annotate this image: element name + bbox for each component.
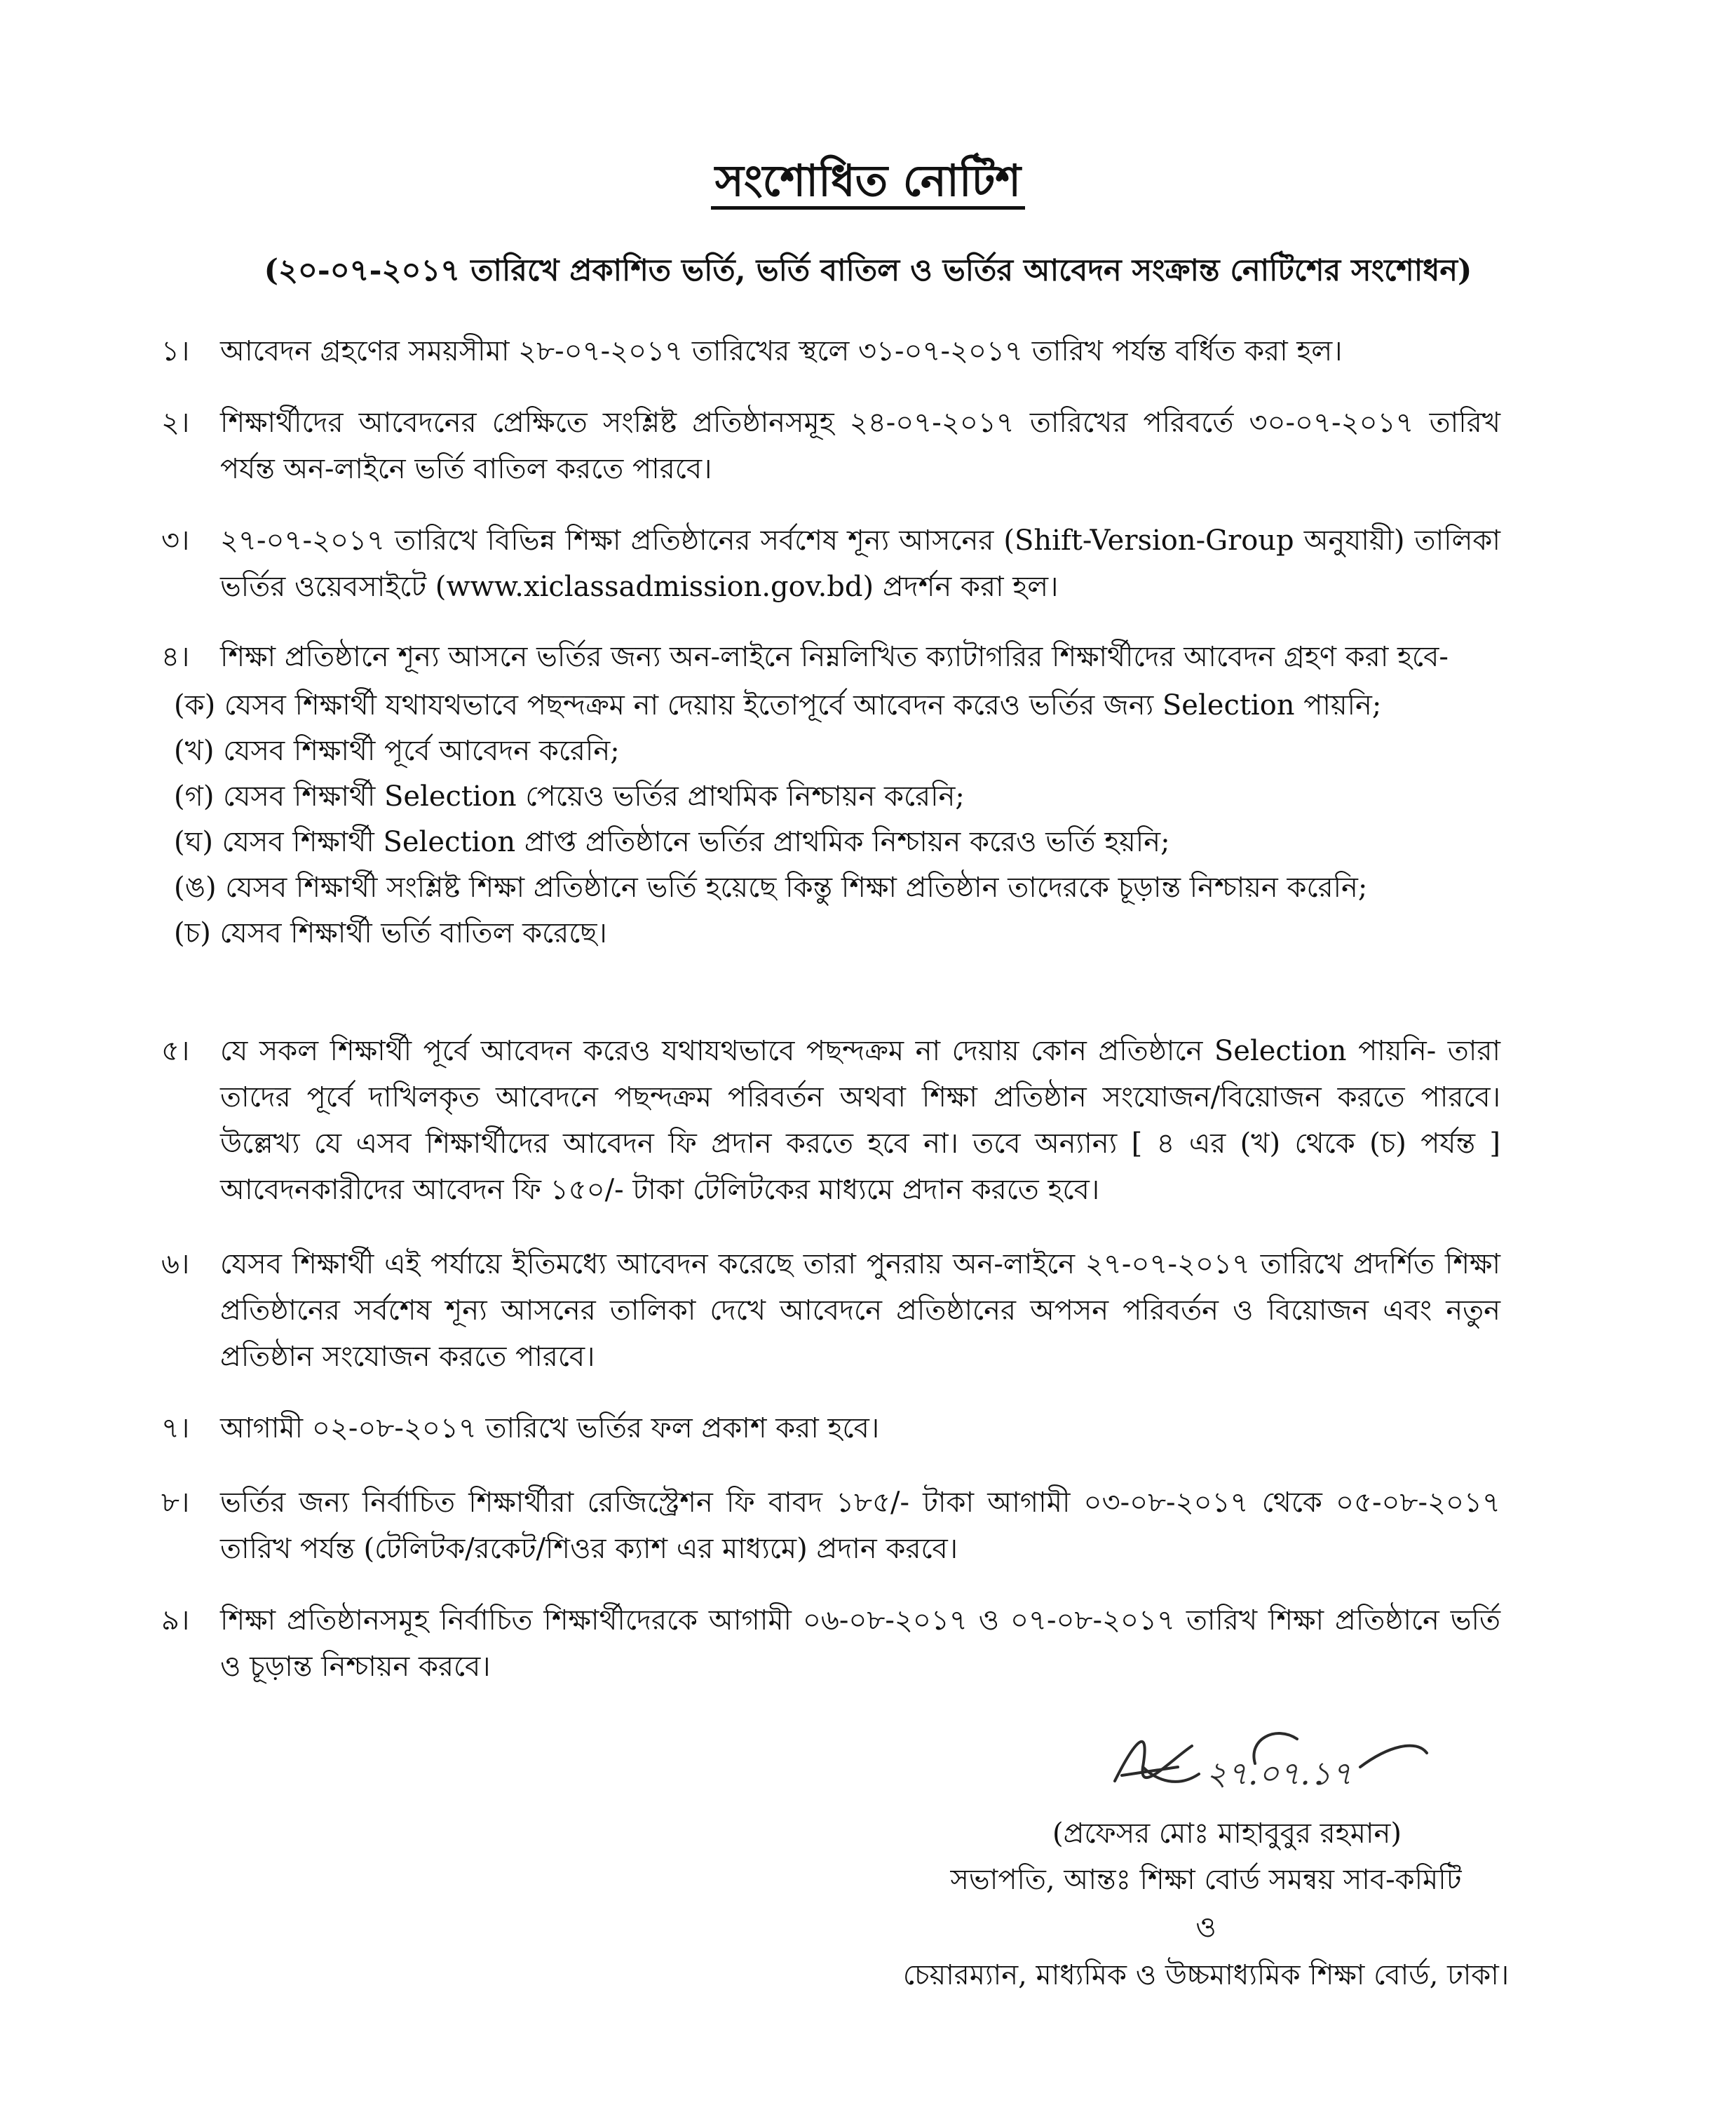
notice-item-1 xyxy=(161,328,1500,374)
notice-subtitle: (২০-০৭-২০১৭ তারিখে প্রকাশিত ভর্তি, ভর্তি বাতিল ও ভর্তির আবেদন সংক্রান্ত নোটিশের সংশোধন) xyxy=(264,253,1472,288)
signatory-name: (প্রফেসর মোঃ মাহাবুবুর রহমান) xyxy=(1052,1817,1402,1850)
category-item: (ঙ) যেসব শিক্ষার্থী সংশ্লিষ্ট শিক্ষা প্রতিষ্ঠানে ভর্তি হয়েছে কিন্তু শিক্ষা প্রতিষ্ঠান তাদেরকে চূড়ান্ত নিশ্চায়ন করেনি; xyxy=(174,872,1368,904)
item-text: শিক্ষা প্রতিষ্ঠানে শূন্য আসনে ভর্তির জন্য অন-লাইনে নিম্নলিখিত ক্যাটাগরির শিক্ষার্থীদের আবেদন গ্রহণ করা হবে- xyxy=(220,641,1449,673)
svg-text:২৭.০৭.১৭: ২৭.০৭.১৭ xyxy=(1206,1754,1352,1792)
signatory-designation-1: সভাপতি, আন্তঃ শিক্ষা বোর্ড সমন্বয় সাব-কমিটি xyxy=(950,1864,1462,1896)
notice-item-7 xyxy=(161,1405,1500,1451)
item-number: ৬। xyxy=(161,1248,190,1280)
notice-item-9 xyxy=(161,1597,1500,1690)
item-text: ২৭-০৭-২০১৭ তারিখে বিভিন্ন শিক্ষা প্রতিষ্ঠানের সর্বশেষ শূন্য আসনের (Shift-Version-Group অনুযায়ী) তালিকা ভর্তির ওয়েবসাইটে (www.xiclassadmission.gov.bd) প্রদর্শন করা হল। xyxy=(220,524,1500,603)
category-item: (ক) যেসব শিক্ষার্থী যথাযথভাবে পছন্দক্রম না দেয়ায় ইতোপূর্বে আবেদন করেও ভর্তির জন্য Selection পায়নি; xyxy=(174,689,1382,722)
handwritten-signature xyxy=(1094,1697,1430,1816)
item-number: ৭। xyxy=(161,1412,190,1444)
item-number: ৮। xyxy=(161,1487,190,1519)
item-text: যে সকল শিক্ষার্থী পূর্বে আবেদন করেও যথাযথভাবে পছন্দক্রম না দেয়ায় কোন প্রতিষ্ঠানে Selection পায়নি- তারা তাদের পূর্বে দাখিলকৃত আবেদনে পছন্দক্রম পরিবর্তন অথবা শিক্ষা প্রতিষ্ঠান সংযোজন/বিয়োজন করতে পারবে। উল্লেখ্য যে এসব শিক্ষার্থীদের আবেদন ফি প্রদান করতে হবে না। তবে অন্যান্য [ ৪ এর (খ) থেকে (চ) পর্যন্ত ] আবেদনকারীদের আবেদন ফি ১৫০/- টাকা টেলিটকের মাধ্যমে প্রদান করতে হবে। xyxy=(220,1035,1500,1206)
item-text: যেসব শিক্ষার্থী এই পর্যায়ে ইতিমধ্যে আবেদন করেছে তারা পুনরায় অন-লাইনে ২৭-০৭-২০১৭ তারিখে প্রদর্শিত শিক্ষা প্রতিষ্ঠানের সর্বশেষ শূন্য আসনের তালিকা দেখে আবেদনে প্রতিষ্ঠানের অপসন পরিবর্তন ও বিয়োজন এবং নতুন প্রতিষ্ঠান সংযোজন করতে পারবে। xyxy=(220,1248,1500,1373)
category-list xyxy=(174,683,1500,956)
category-item: (চ) যেসব শিক্ষার্থী ভর্তি বাতিল করেছে। xyxy=(174,917,607,949)
item-number: ১। xyxy=(161,335,190,367)
item-text: শিক্ষার্থীদের আবেদনের প্রেক্ষিতে সংশ্লিষ্ট প্রতিষ্ঠানসমূহ ২৪-০৭-২০১৭ তারিখের পরিবর্তে ৩০-০৭-২০১৭ তারিখ পর্যন্ত অন-লাইনে ভর্তি বাতিল করতে পারবে। xyxy=(220,407,1500,485)
notice-item-3 xyxy=(161,517,1500,610)
item-text: আগামী ০২-০৮-২০১৭ তারিখে ভর্তির ফল প্রকাশ করা হবে। xyxy=(220,1412,880,1444)
category-item: (খ) যেসব শিক্ষার্থী পূর্বে আবেদন করেনি; xyxy=(174,735,620,767)
item-number: ৫। xyxy=(161,1035,190,1067)
category-item: (গ) যেসব শিক্ষার্থী Selection পেয়েও ভর্তির প্রাথমিক নিশ্চায়ন করেনি; xyxy=(174,780,965,813)
notice-item-4 xyxy=(161,634,1500,956)
designation-conjunction: ও xyxy=(1195,1911,1216,1944)
category-item: (ঘ) যেসব শিক্ষার্থী Selection প্রাপ্ত প্রতিষ্ঠানে ভর্তির প্রাথমিক নিশ্চায়ন করেও ভর্তি হয়নি; xyxy=(174,826,1170,858)
item-number: ৯। xyxy=(161,1604,190,1637)
notice-item-5 xyxy=(161,1028,1500,1213)
item-text: ভর্তির জন্য নির্বাচিত শিক্ষার্থীরা রেজিস্ট্রেশন ফি বাবদ ১৮৫/- টাকা আগামী ০৩-০৮-২০১৭ থেকে ০৫-০৮-২০১৭ তারিখ পর্যন্ত (টেলিটক/রকেট/শিওর ক্যাশ এর মাধ্যমে) প্রদান করবে। xyxy=(220,1487,1500,1565)
item-number: ৪। xyxy=(161,641,190,673)
notice-item-8 xyxy=(161,1480,1500,1572)
item-number: ৩। xyxy=(161,524,190,557)
notice-item-2 xyxy=(161,400,1500,492)
item-number: ২। xyxy=(161,407,190,439)
notice-title: সংশোধিত নোটিশ xyxy=(0,153,1736,209)
signatory-designation-2: চেয়ারম্যান, মাধ্যমিক ও উচ্চমাধ্যমিক শিক্ষা বোর্ড, ঢাকা। xyxy=(902,1959,1510,1991)
item-text: আবেদন গ্রহণের সময়সীমা ২৮-০৭-২০১৭ তারিখের স্থলে ৩১-০৭-২০১৭ তারিখ পর্যন্ত বর্ধিত করা হল। xyxy=(220,335,1343,367)
notice-item-6 xyxy=(161,1241,1500,1380)
item-text: শিক্ষা প্রতিষ্ঠানসমূহ নির্বাচিত শিক্ষার্থীদেরকে আগামী ০৬-০৮-২০১৭ ও ০৭-০৮-২০১৭ তারিখ শিক্ষা প্রতিষ্ঠানে ভর্তি ও চূড়ান্ত নিশ্চায়ন করবে। xyxy=(220,1604,1500,1683)
